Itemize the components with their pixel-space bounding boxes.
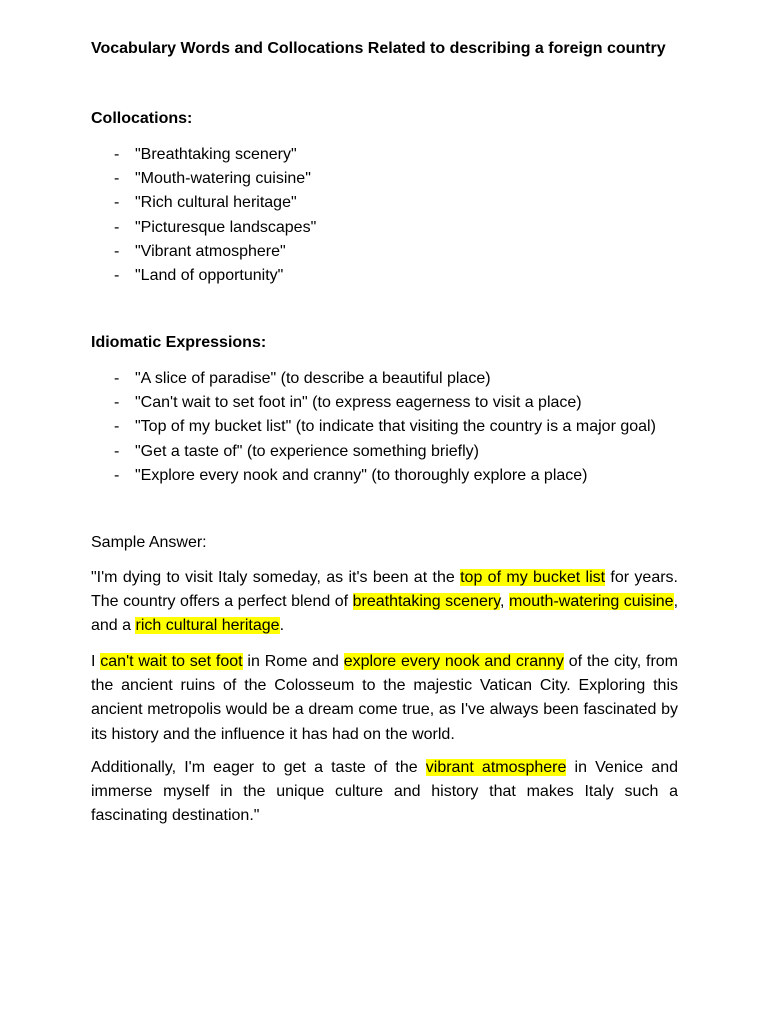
- collocations-list: [91, 143, 316, 288]
- paragraph-text: for years. The country offers a perfect blend of: [91, 569, 679, 611]
- list-dash: -: [114, 194, 120, 212]
- idiom-text: "Get a taste of" (to experience something briefly): [135, 442, 479, 460]
- list-dash: -: [114, 218, 120, 236]
- list-item: [91, 415, 656, 439]
- paragraph-text: "I'm dying to visit Italy someday, as it's been at the: [91, 569, 461, 586]
- list-item: [91, 264, 316, 288]
- list-dash: -: [114, 466, 120, 484]
- highlighted-phrase: explore every nook and cranny: [343, 653, 564, 670]
- list-dash: -: [114, 170, 120, 188]
- collocation-text: "Breathtaking scenery": [135, 146, 297, 163]
- list-item: [91, 391, 656, 415]
- sample-paragraph-3: [91, 756, 678, 829]
- idiom-text: "Explore every nook and cranny" (to thoroughly explore a place): [135, 466, 588, 484]
- list-item: [91, 440, 656, 464]
- paragraph-text: in Rome and: [242, 653, 344, 670]
- list-dash: -: [114, 267, 120, 285]
- list-dash: -: [114, 394, 120, 412]
- idioms-list: [91, 367, 656, 488]
- list-item: [91, 240, 316, 264]
- list-item: [91, 216, 316, 240]
- list-dash: -: [114, 370, 120, 387]
- sample-paragraph-2: [91, 650, 678, 747]
- highlighted-phrase: can't wait to set foot: [100, 653, 243, 670]
- idioms-heading: Idiomatic Expressions:: [91, 334, 267, 351]
- highlighted-phrase: breathtaking scenery: [352, 593, 501, 611]
- list-dash: -: [114, 146, 120, 163]
- paragraph-text: I: [91, 653, 101, 670]
- list-item: [91, 167, 316, 191]
- paragraph-text: of the city, from the ancient ruins of the Colosseum to the majestic Vatican City. Exploring this ancient metropolis would be a dream come true, as I've always been fascinated by its history and the influence it has had on the world.: [91, 653, 679, 743]
- list-item: [91, 464, 656, 488]
- paragraph-text: Additionally, I'm eager to get a taste of the: [91, 759, 426, 776]
- collocation-text: "Land of opportunity": [135, 267, 284, 285]
- highlighted-phrase: top of my bucket list: [460, 569, 606, 586]
- highlighted-phrase: vibrant atmosphere: [425, 759, 567, 776]
- list-dash: -: [114, 418, 120, 436]
- idiom-text: "A slice of paradise" (to describe a beautiful place): [135, 370, 491, 387]
- sample-paragraph-1: [91, 566, 678, 639]
- list-dash: -: [114, 442, 120, 460]
- idiom-text: "Top of my bucket list" (to indicate that visiting the country is a major goal): [135, 418, 656, 436]
- paragraph-text: , and a: [91, 593, 679, 635]
- collocation-text: "Vibrant atmosphere": [135, 242, 286, 260]
- list-item: [91, 367, 656, 391]
- highlighted-phrase: mouth-watering cuisine: [508, 593, 674, 611]
- collocation-text: "Picturesque landscapes": [135, 218, 317, 236]
- collocations-heading: Collocations:: [91, 110, 193, 127]
- collocation-text: "Mouth-watering cuisine": [135, 170, 311, 188]
- highlighted-phrase: rich cultural heritage: [135, 617, 280, 635]
- idiom-text: "Can't wait to set foot in" (to express eagerness to visit a place): [135, 394, 582, 412]
- paragraph-text: .: [279, 617, 285, 635]
- list-item: [91, 143, 316, 167]
- collocation-text: "Rich cultural heritage": [135, 194, 297, 212]
- sample-answer-label: Sample Answer:: [91, 534, 207, 551]
- paragraph-text: ,: [500, 593, 509, 611]
- document-title: Vocabulary Words and Collocations Related to describing a foreign country: [91, 40, 666, 57]
- list-item: [91, 191, 316, 215]
- paragraph-text: in Venice and immerse myself in the unique culture and history that makes Italy such a fascinating destination.": [91, 759, 678, 825]
- list-dash: -: [114, 242, 120, 260]
